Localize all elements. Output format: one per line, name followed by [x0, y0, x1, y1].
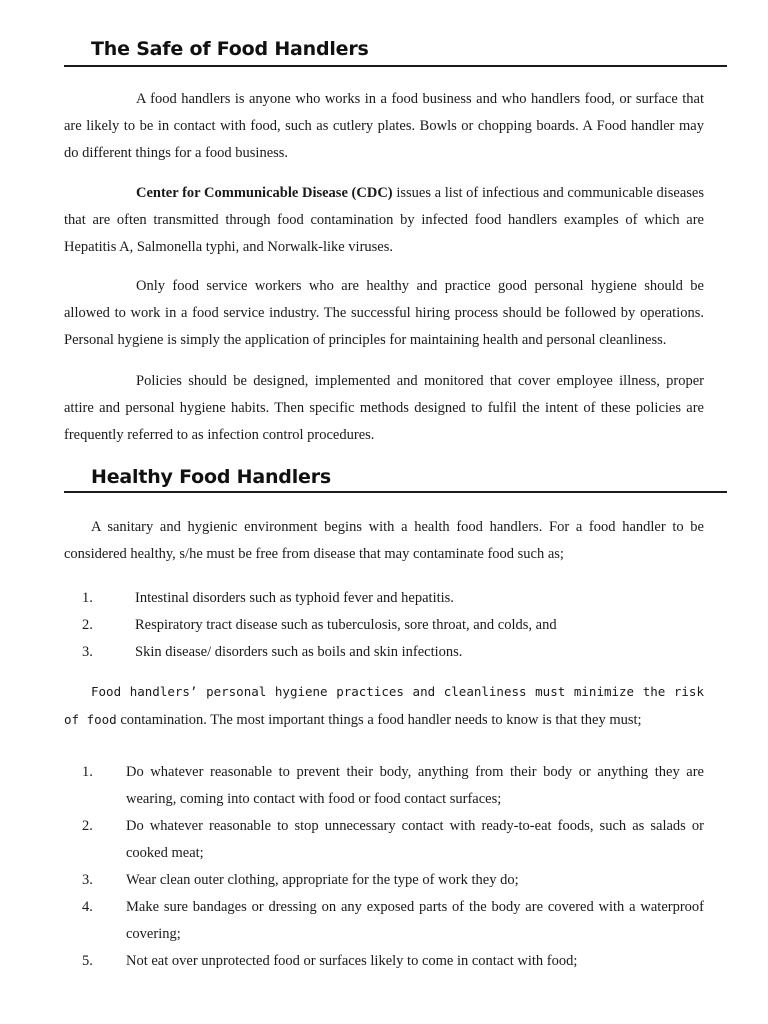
list-item: [64, 813, 704, 867]
list-item-number: 1.: [82, 764, 93, 780]
list-item-text: Skin disease/ disorders such as boils and skin infections.: [135, 644, 463, 660]
paragraph-policies: Policies should be designed, implemented and monitored that cover employee illness, proper attire and personal hygiene habits. Then specific methods designed to fulfil the intent of these policies are frequently referred to as infection control procedures.: [64, 373, 704, 443]
list-item-text: Make sure bandages or dressing on any exposed parts of the body are covered with a waterproof covering;: [126, 899, 704, 942]
list-item: [64, 894, 704, 948]
cdc-bold-text: Center for Communicable Disease (CDC): [136, 185, 393, 201]
list-item-text: Do whatever reasonable to prevent their body, anything from their body or anything they are wearing, coming into contact with food or food contact surfaces;: [126, 764, 704, 807]
title-underline: [64, 65, 727, 67]
list-item-text: Intestinal disorders such as typhoid fever and hepatitis.: [135, 590, 454, 606]
list-item-text: Respiratory tract disease such as tuberculosis, sore throat, and colds, and: [135, 617, 557, 633]
list-item-number: 4.: [82, 899, 93, 915]
list-item-number: 2.: [82, 818, 93, 834]
disease-list: [64, 585, 704, 666]
practices-text-mono: Food handlers’ personal hygiene practices and cleanliness must minimize the risk of food: [64, 684, 704, 727]
paragraph-intro: A sanitary and hygienic environment begins with a health food handlers. For a food handler to be considered healthy, s/he must be free from disease that may contaminate food such as;: [64, 519, 704, 562]
list-item: [64, 759, 704, 813]
paragraph-cdc: [64, 180, 704, 261]
paragraph-practices: [64, 678, 704, 734]
list-item-number: 5.: [82, 953, 93, 969]
list-item: [64, 612, 704, 639]
section-title-healthy-food-handlers: Healthy Food Handlers: [91, 466, 331, 488]
list-item-number: 3.: [82, 872, 93, 888]
list-item: [64, 948, 704, 975]
list-item-number: 2.: [82, 617, 93, 633]
paragraph-definition: A food handlers is anyone who works in a food business and who handlers food, or surface that are likely to be in contact with food, such as cutlery plates. Bowls or chopping boards. A Food handler may do different things for a food business.: [64, 91, 704, 161]
list-item-text: Wear clean outer clothing, appropriate for the type of work they do;: [126, 872, 519, 888]
cdc-paragraph-text: issues a list of infectious and communicable diseases that are often transmitted through food contamination by infected food handlers examples of which are Hepatitis A, Salmonella typhi, and Norwalk-like viruses.: [64, 185, 704, 255]
list-item-text: Not eat over unprotected food or surfaces likely to come in contact with food;: [126, 953, 578, 969]
list-item-text: Do whatever reasonable to stop unnecessary contact with ready-to-eat foods, such as salads or cooked meat;: [126, 818, 704, 861]
paragraph-hygiene: Only food service workers who are healthy and practice good personal hygiene should be allowed to work in a food service industry. The successful hiring process should be followed by operations. Personal hygiene is simply the application of principles for maintaining health and personal cleanliness.: [64, 278, 704, 348]
title-underline: [64, 491, 727, 493]
section-title-safe-food-handlers: The Safe of Food Handlers: [91, 38, 369, 60]
list-item: [64, 585, 704, 612]
must-list: [64, 759, 704, 975]
list-item-number: 1.: [82, 590, 93, 606]
list-item: [64, 867, 704, 894]
list-item-number: 3.: [82, 644, 93, 660]
list-item: [64, 639, 704, 666]
practices-text: contamination. The most important things a food handler needs to know is that they must;: [116, 712, 642, 728]
